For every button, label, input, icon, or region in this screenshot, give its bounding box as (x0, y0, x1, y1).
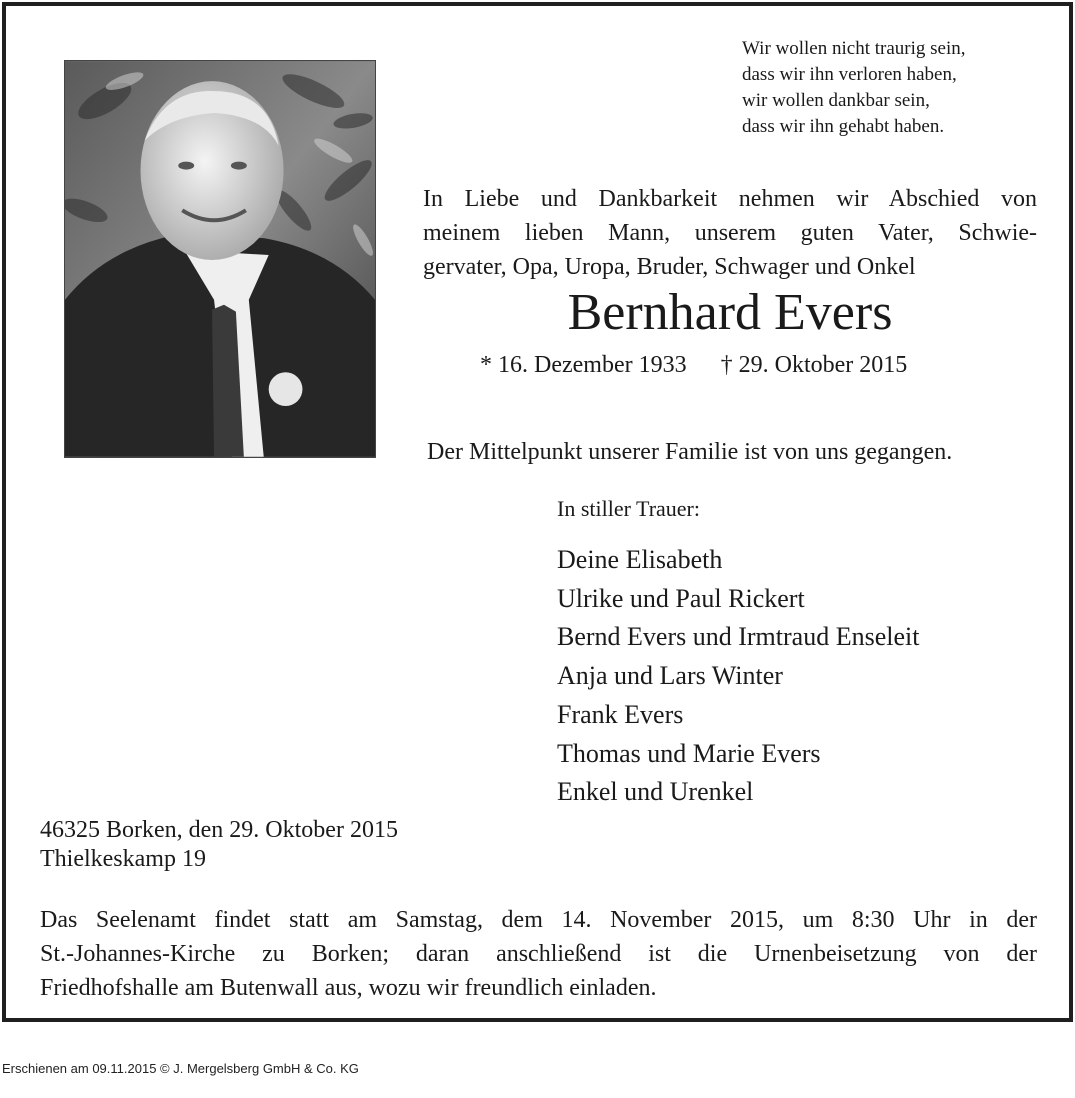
mourning-heading: In stiller Trauer: (557, 496, 700, 521)
mourner-name: Enkel und Urenkel (557, 777, 754, 807)
mourner-list (557, 541, 919, 812)
deceased-name: Bernhard Evers (567, 284, 893, 341)
intro-line: gervater, Opa, Uropa, Bruder, Schwager und Onkel (423, 254, 916, 280)
portrait-illustration (65, 61, 375, 457)
poem-line: Wir wollen nicht traurig sein, (742, 38, 966, 59)
poem (742, 36, 965, 140)
mourner-name: Frank Evers (557, 699, 684, 729)
birth-date: * 16. Dezember 1933 (480, 352, 687, 378)
address-line: 46325 Borken, den 29. Oktober 2015 (40, 817, 398, 843)
intro-line: meinem lieben Mann, unserem guten Vater, Schwie- (423, 220, 1037, 246)
service-info (40, 903, 1037, 1005)
mourner-name: Ulrike und Paul Rickert (557, 583, 805, 613)
address-line: Thielkeskamp 19 (40, 846, 206, 872)
mourner-name: Deine Elisabeth (557, 545, 723, 574)
death-date: † 29. Oktober 2015 (720, 352, 908, 378)
service-line: Das Seelenamt findet statt am Samstag, dem 14. November 2015, um 8:30 Uhr in der (40, 907, 1037, 933)
service-line: St.-Johannes-Kirche zu Borken; daran anschließend ist die Urnenbeisetzung von der (40, 941, 1037, 967)
poem-line: dass wir ihn gehabt haben. (742, 116, 945, 137)
intro-text (423, 182, 1037, 284)
mourner-name: Bernd Evers und Irmtraud Enseleit (557, 622, 920, 652)
intro-line: In Liebe und Dankbarkeit nehmen wir Abschied von (423, 186, 1037, 212)
address (40, 816, 398, 874)
mourner-name: Anja und Lars Winter (557, 661, 783, 691)
mourner-name: Thomas und Marie Evers (557, 738, 821, 768)
life-dates (480, 348, 907, 382)
poem-line: wir wollen dankbar sein, (742, 90, 930, 111)
poem-line: dass wir ihn verloren haben, (742, 64, 957, 85)
portrait-photo (64, 60, 376, 458)
center-line: Der Mittelpunkt unserer Familie ist von uns gegangen. (427, 439, 953, 465)
publication-footer: Erschienen am 09.11.2015 © J. Mergelsberg GmbH & Co. KG (2, 1061, 359, 1076)
service-line: Friedhofshalle am Butenwall aus, wozu wir freundlich einladen. (40, 975, 657, 1001)
